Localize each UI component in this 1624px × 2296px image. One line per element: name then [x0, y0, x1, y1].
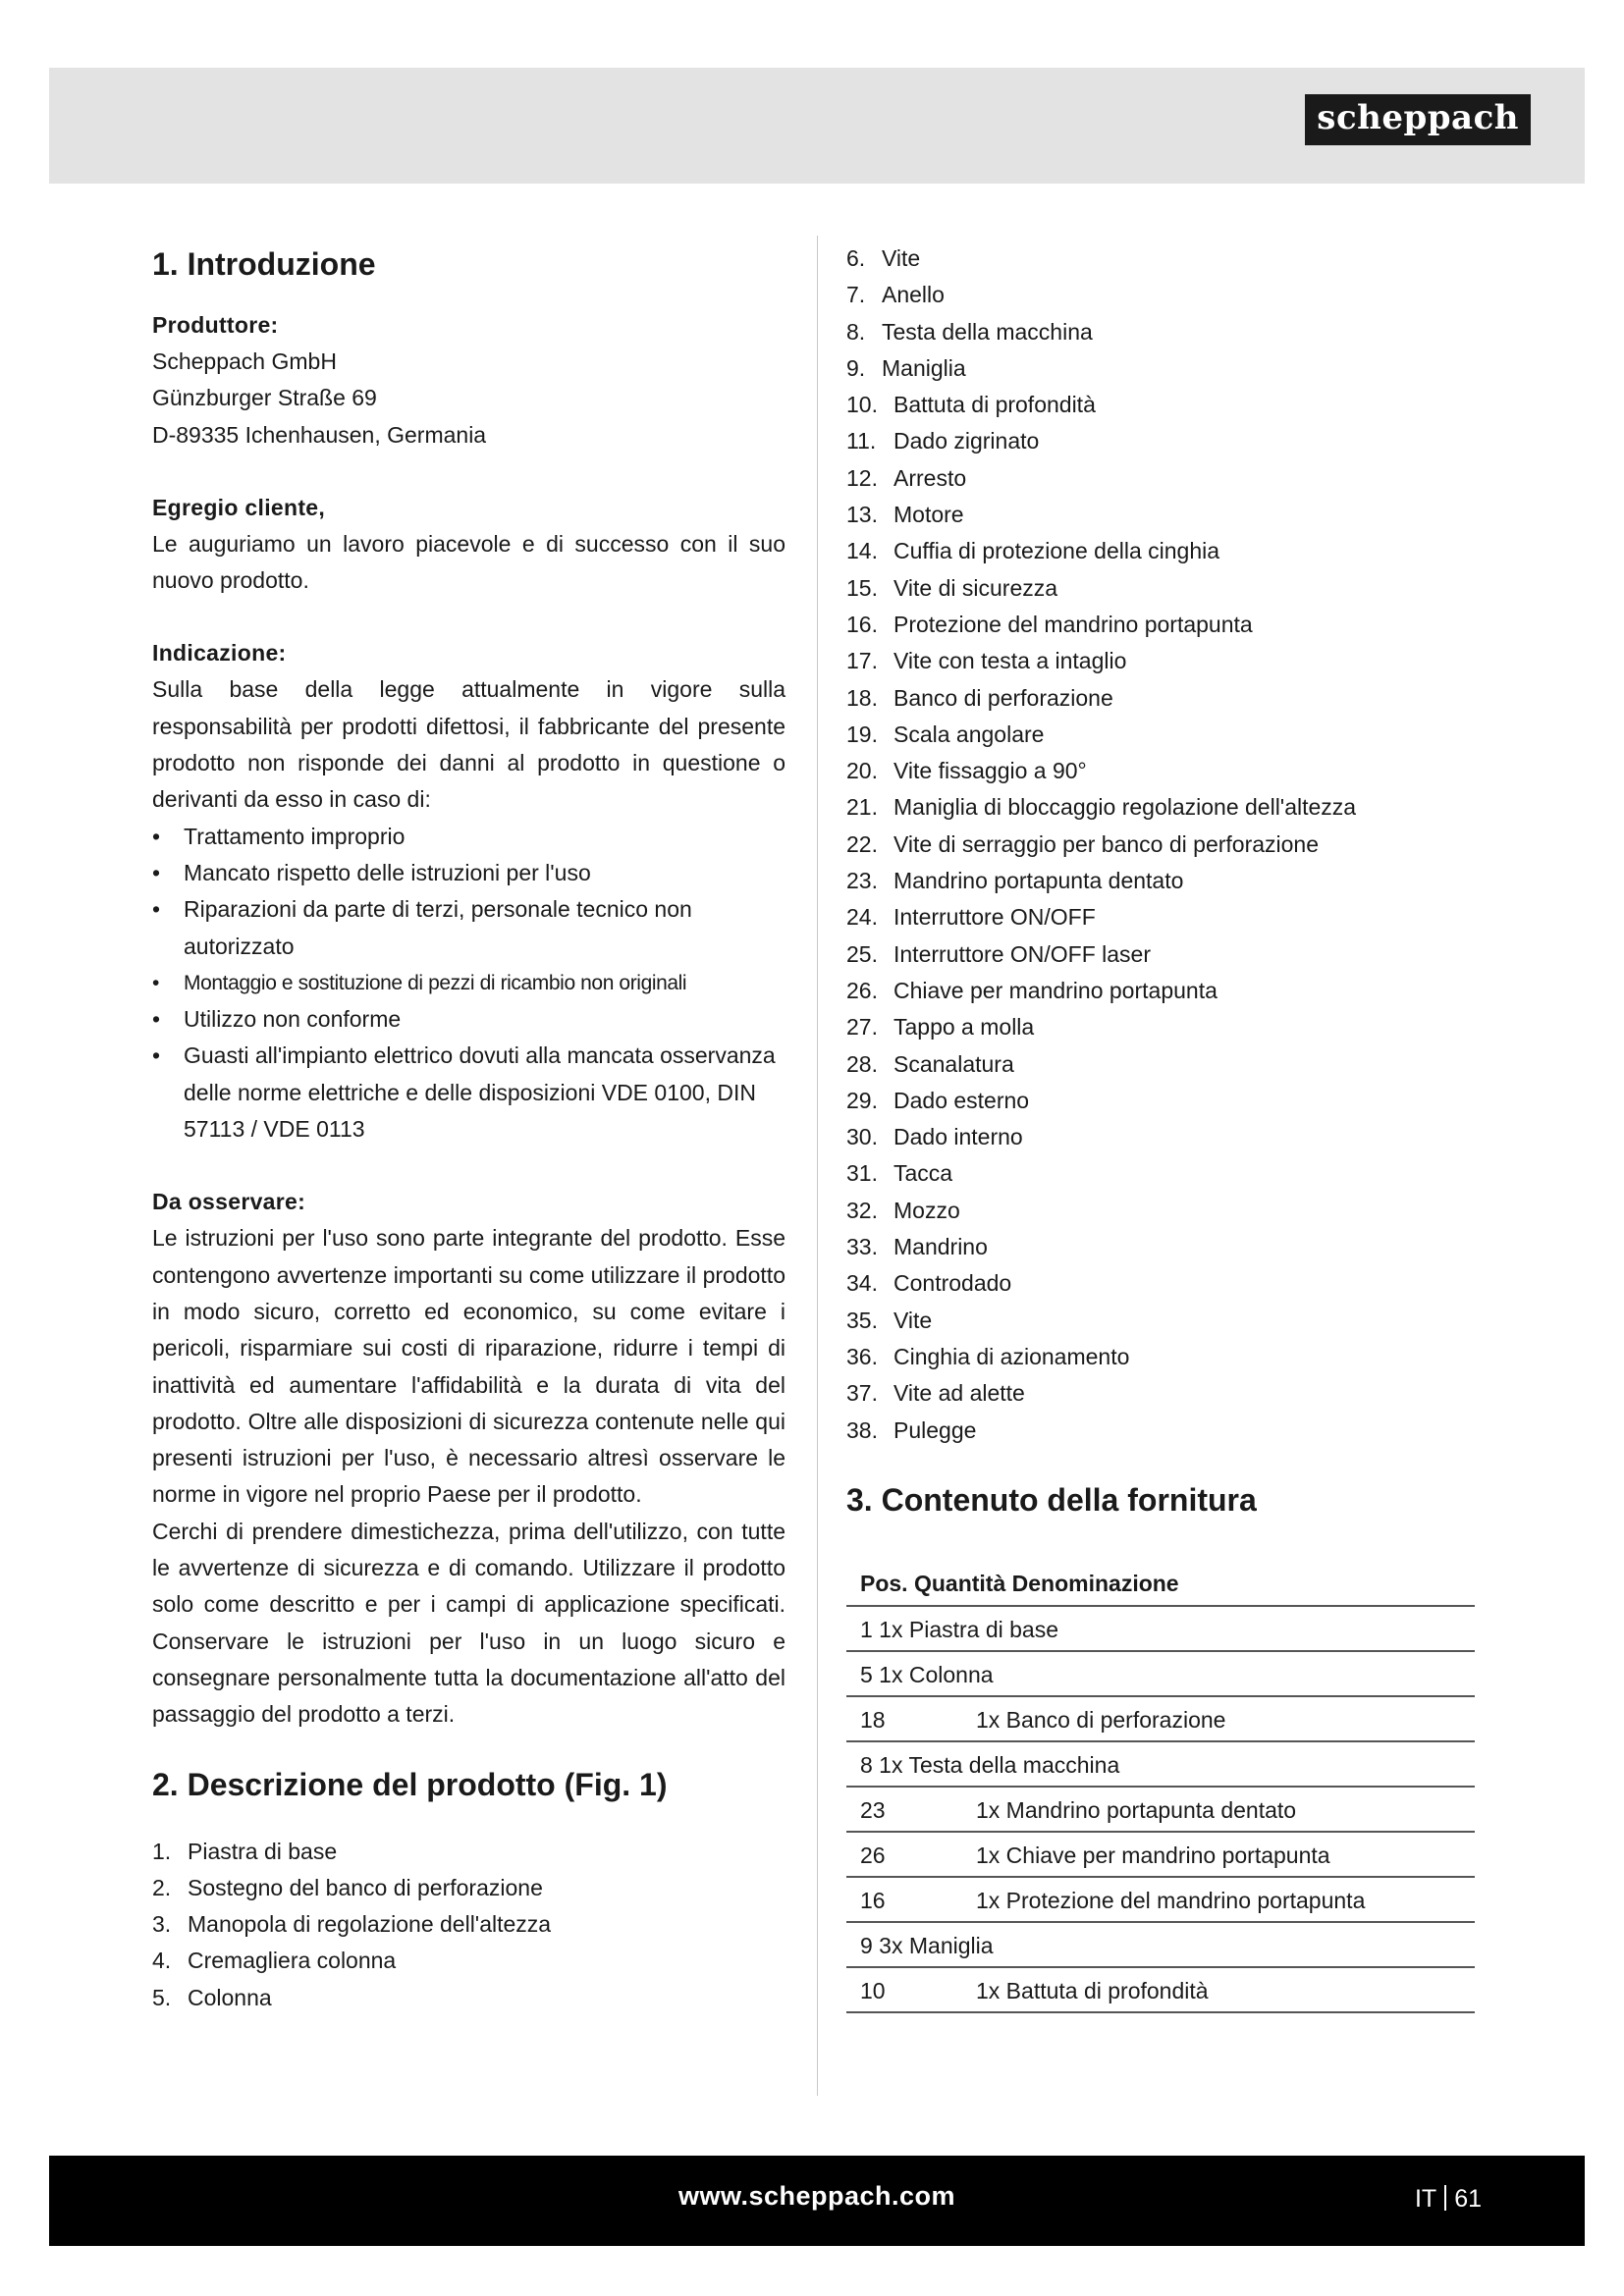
part-name: Motore	[893, 502, 964, 528]
product-part-item	[846, 643, 1480, 679]
part-number: 27.	[846, 1014, 878, 1041]
manufacturer-label: Produttore:	[152, 312, 279, 338]
supply-table-row	[846, 1967, 1475, 2012]
supply-table-header: Pos. Quantità Denominazione	[846, 1561, 1475, 1606]
supply-position: 1 1x Piastra di base	[846, 1606, 1475, 1651]
part-name: Mozzo	[893, 1197, 960, 1223]
part-number: 2.	[152, 1874, 172, 1900]
part-number: 29.	[846, 1087, 878, 1113]
part-name: Scala angolare	[893, 721, 1045, 747]
language-code: IT	[1414, 2185, 1437, 2213]
product-part-item	[846, 717, 1480, 753]
supply-description: 1x Mandrino portapunta dentato	[962, 1787, 1475, 1832]
product-part-item	[846, 1155, 1480, 1192]
product-part-item	[846, 1193, 1480, 1229]
part-name: Cremagliera colonna	[188, 1948, 397, 1974]
supply-table-row	[846, 1877, 1475, 1922]
supply-table-row	[846, 1651, 1475, 1696]
part-name: Vite di serraggio per banco di perforazione	[893, 830, 1320, 857]
page-separator	[1444, 2185, 1446, 2211]
column-divider	[817, 236, 818, 2096]
page-number	[1415, 2185, 1482, 2214]
part-name: Vite ad alette	[893, 1380, 1025, 1407]
part-name: Interruttore ON/OFF laser	[893, 940, 1152, 967]
product-part-item	[846, 240, 1480, 277]
part-name: Manopola di regolazione dell'altezza	[188, 1911, 552, 1938]
observe-label: Da osservare:	[152, 1189, 306, 1215]
part-number: 38.	[846, 1416, 878, 1443]
part-number: 20.	[846, 758, 878, 784]
part-number: 6.	[846, 245, 866, 271]
left-column	[152, 240, 785, 2016]
part-name: Dado zigrinato	[893, 428, 1040, 454]
footer-website-link[interactable]: www.scheppach.com	[677, 2181, 956, 2211]
product-part-item	[846, 423, 1480, 459]
notice-bullet-item: • Montaggio e sostituzione di pezzi di ricambio non originali	[152, 965, 785, 1001]
notice-text: Sulla base della legge attualmente in vigore sulla responsabilità per prodotti difettosi, il fabbricante del presente prodotto non risponde dei danni al prodotto in questione o derivanti da esso in caso di:	[152, 676, 785, 813]
part-name: Banco di perforazione	[893, 684, 1113, 711]
product-part-item	[846, 314, 1480, 350]
part-name: Vite	[882, 245, 921, 271]
supply-description: 1x Battuta di profondità	[962, 1967, 1475, 2012]
part-number: 15.	[846, 574, 878, 601]
section-3-title: 3. Contenuto della fornitura	[846, 1481, 1257, 1518]
supply-table-row	[846, 1696, 1475, 1741]
product-part-item	[152, 1906, 785, 1943]
page-number-value: 61	[1454, 2185, 1482, 2213]
supply-position: 9 3x Maniglia	[846, 1922, 1475, 1967]
part-number: 25.	[846, 940, 878, 967]
part-name: Protezione del mandrino portapunta	[893, 611, 1253, 637]
part-name: Cuffia di protezione della cinghia	[893, 538, 1220, 564]
part-number: 28.	[846, 1050, 878, 1077]
manufacturer-address	[152, 344, 785, 454]
part-name: Anello	[882, 282, 945, 308]
product-part-item	[846, 753, 1480, 789]
supply-table-row	[846, 1741, 1475, 1787]
supply-description: 1x Chiave per mandrino portapunta	[962, 1832, 1475, 1877]
part-number: 23.	[846, 868, 878, 894]
part-number: 17.	[846, 648, 878, 674]
product-part-item	[846, 1046, 1480, 1083]
part-name: Tacca	[893, 1160, 953, 1187]
customer-text: Le auguriamo un lavoro piacevole e di successo con il suo nuovo prodotto.	[152, 530, 785, 594]
product-part-item	[846, 827, 1480, 863]
product-part-item	[846, 973, 1480, 1009]
part-name: Mandrino portapunta dentato	[893, 868, 1184, 894]
part-number: 34.	[846, 1270, 878, 1297]
supply-description: 1x Protezione del mandrino portapunta	[962, 1877, 1475, 1922]
product-parts-list-left	[152, 1834, 785, 2016]
supply-table-row	[846, 1787, 1475, 1832]
footer-bar	[49, 2156, 1585, 2246]
product-part-item	[152, 1943, 785, 1979]
part-name: Chiave per mandrino portapunta	[893, 977, 1218, 1003]
supply-description: 1x Banco di perforazione	[962, 1696, 1475, 1741]
manufacturer-address-line: Scheppach GmbH	[152, 348, 337, 374]
part-number: 37.	[846, 1380, 878, 1407]
notice-bullet-item: • Trattamento improprio	[152, 819, 785, 855]
product-part-item	[846, 570, 1480, 607]
part-name: Sostegno del banco di perforazione	[188, 1874, 543, 1900]
product-part-item	[846, 1413, 1480, 1449]
part-number: 32.	[846, 1197, 878, 1223]
part-name: Pulegge	[893, 1416, 977, 1443]
part-number: 11.	[846, 428, 877, 454]
supply-position: 18	[846, 1696, 962, 1741]
part-name: Testa della macchina	[882, 318, 1093, 345]
product-part-item	[846, 863, 1480, 899]
part-name: Dado interno	[893, 1124, 1023, 1150]
product-part-item	[846, 387, 1480, 423]
supply-position: 5 1x Colonna	[846, 1651, 1475, 1696]
part-number: 10.	[846, 392, 878, 418]
supply-position: 10	[846, 1967, 962, 2012]
part-number: 21.	[846, 794, 878, 821]
product-part-item	[846, 789, 1480, 826]
part-number: 16.	[846, 611, 878, 637]
part-name: Piastra di base	[188, 1838, 338, 1864]
supply-table	[846, 1561, 1475, 2013]
supply-position: 26	[846, 1832, 962, 1877]
part-name: Interruttore ON/OFF	[893, 904, 1096, 931]
supply-position: 16	[846, 1877, 962, 1922]
part-number: 24.	[846, 904, 878, 931]
product-part-item	[846, 277, 1480, 313]
part-number: 26.	[846, 977, 878, 1003]
section-1-title: 1. Introduzione	[152, 246, 376, 282]
part-name: Controdado	[893, 1270, 1012, 1297]
part-number: 8.	[846, 318, 866, 345]
part-number: 7.	[846, 282, 866, 308]
section-2-title: 2. Descrizione del prodotto (Fig. 1)	[152, 1766, 668, 1802]
part-number: 31.	[846, 1160, 878, 1187]
notice-label: Indicazione:	[152, 640, 287, 667]
part-number: 3.	[152, 1911, 172, 1938]
product-part-item	[846, 1265, 1480, 1302]
part-name: Vite fissaggio a 90°	[893, 758, 1087, 784]
notice-bullet-item: • Mancato rispetto delle istruzioni per l'uso	[152, 855, 785, 891]
part-name: Cinghia di azionamento	[893, 1343, 1130, 1369]
product-part-item	[846, 1339, 1480, 1375]
product-part-item	[846, 497, 1480, 533]
part-number: 5.	[152, 1984, 172, 2010]
product-part-item	[846, 1083, 1480, 1119]
part-name: Vite	[893, 1307, 933, 1333]
part-name: Vite con testa a intaglio	[893, 648, 1127, 674]
part-name: Vite di sicurezza	[893, 574, 1058, 601]
notice-bullet-item: • Guasti all'impianto elettrico dovuti alla mancata osservanza delle norme elettriche e delle disposizioni VDE 0100, DIN 57113 / VDE 0113	[152, 1038, 785, 1148]
product-part-item	[846, 460, 1480, 497]
product-part-item	[152, 1834, 785, 1870]
notice-bullet-item: • Utilizzo non conforme	[152, 1001, 785, 1038]
part-name: Mandrino	[893, 1234, 988, 1260]
part-name: Tappo a molla	[893, 1014, 1035, 1041]
part-number: 13.	[846, 502, 878, 528]
part-number: 14.	[846, 538, 878, 564]
header-band	[49, 68, 1585, 184]
supply-position: 23	[846, 1787, 962, 1832]
part-name: Maniglia di bloccaggio regolazione dell'altezza	[893, 794, 1357, 821]
product-part-item	[846, 1303, 1480, 1339]
part-number: 1.	[152, 1838, 172, 1864]
supply-table-row	[846, 1606, 1475, 1651]
product-part-item	[846, 350, 1480, 387]
product-part-item	[152, 1870, 785, 1906]
part-name: Dado esterno	[893, 1087, 1030, 1113]
observe-text-1: Le istruzioni per l'uso sono parte integrante del prodotto. Esse contengono avvertenze importanti su come utilizzare il prodotto in modo sicuro, corretto ed economico, su come evitare i pericoli, risparmiare sui costi di riparazione, ridurre i tempi di inattività ed aumentare l'affidabilità e la durata di vita del prodotto. Oltre alle disposizioni di sicurezza contenute nelle qui presenti istruzioni per l'uso, è necessario altresì osservare le norme in vigore nel proprio Paese per il prodotto.	[152, 1225, 785, 1508]
part-number: 4.	[152, 1948, 172, 1974]
part-number: 35.	[846, 1307, 878, 1333]
product-part-item	[846, 936, 1480, 973]
product-part-item	[152, 1980, 785, 2016]
product-part-item	[846, 1375, 1480, 1412]
part-number: 30.	[846, 1124, 878, 1150]
part-name: Scanalatura	[893, 1050, 1014, 1077]
part-number: 22.	[846, 830, 878, 857]
scheppach-logo: scheppach	[1305, 94, 1531, 145]
product-part-item	[846, 1229, 1480, 1265]
supply-table-row	[846, 1832, 1475, 1877]
part-name: Arresto	[893, 464, 967, 491]
part-number: 12.	[846, 464, 878, 491]
notice-bullet-list	[152, 819, 785, 1148]
observe-text-2: Cerchi di prendere dimestichezza, prima dell'utilizzo, con tutte le avvertenze di sicurezza e di comando. Utilizzare il prodotto solo come descritto e per i campi di applicazione specificati. Conservare le istruzioni per l'uso in un luogo sicuro e consegnare personalmente tutta la documentazione all'atto del passaggio del prodotto a terzi.	[152, 1518, 785, 1728]
product-part-item	[846, 1009, 1480, 1045]
product-parts-list-right	[846, 240, 1480, 1449]
part-name: Battuta di profondità	[893, 392, 1096, 418]
part-number: 19.	[846, 721, 878, 747]
part-name: Colonna	[188, 1984, 272, 2010]
right-column	[846, 240, 1480, 2013]
product-part-item	[846, 607, 1480, 643]
manufacturer-address-line: Günzburger Straße 69	[152, 385, 377, 411]
part-number: 36.	[846, 1343, 878, 1369]
product-part-item	[846, 533, 1480, 569]
part-number: 33.	[846, 1234, 878, 1260]
part-name: Maniglia	[882, 354, 966, 381]
part-number: 18.	[846, 684, 878, 711]
part-number: 9.	[846, 354, 866, 381]
product-part-item	[846, 899, 1480, 935]
product-part-item	[846, 1119, 1480, 1155]
notice-bullet-item: • Riparazioni da parte di terzi, personale tecnico non autorizzato	[152, 891, 785, 965]
product-part-item	[846, 680, 1480, 717]
customer-label: Egregio cliente,	[152, 494, 326, 520]
supply-position: 8 1x Testa della macchina	[846, 1741, 1475, 1787]
supply-table-row	[846, 1922, 1475, 1967]
manufacturer-address-line: D-89335 Ichenhausen, Germania	[152, 421, 487, 448]
